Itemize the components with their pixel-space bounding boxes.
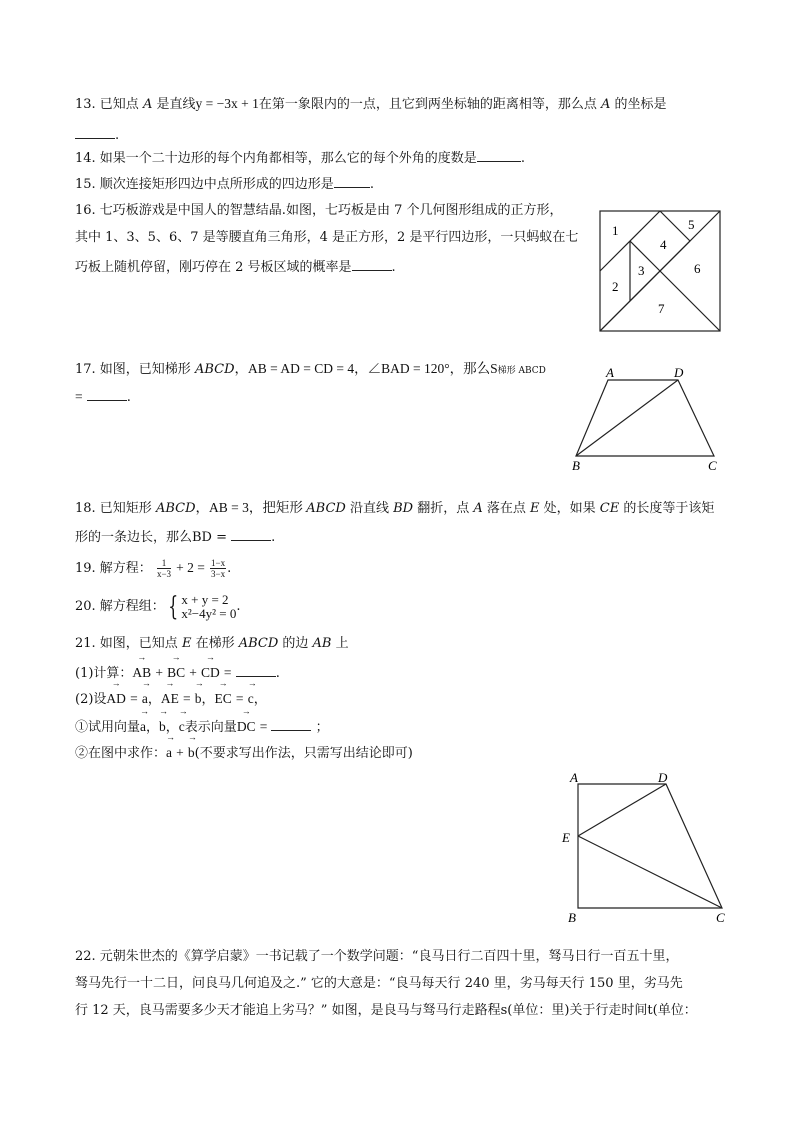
question-21-part1: (1)计算：→ AB + → BC + → CD = . bbox=[75, 662, 280, 684]
fraction-right: $\frac{1-x}{3-x}$ bbox=[211, 558, 226, 579]
trapezoid-figure-21 bbox=[558, 770, 734, 926]
question-16-line1: 16. 七巧板游戏是中国人的智慧结晶.如图，七巧板是由 7 个几何图形组成的正方形， bbox=[75, 203, 563, 218]
question-13: 13. 已知点 A 是直线y = −3x + 1在第一象限内的一点，且它到两坐标轴的距离相等，那么点 A 的坐标是 bbox=[75, 96, 667, 112]
tangram-label-2: 2 bbox=[612, 279, 619, 294]
question-19: 19. 解方程： $\frac{1}{x-3}$ + 2 = $\frac{1-x}{3-x}$ . bbox=[75, 558, 232, 579]
question-21: 21. 如图，已知点 E 在梯形 ABCD 的边 AB 上 bbox=[75, 636, 349, 651]
question-20: 20. 解方程组： { x + y = 2 x²−4y² = 0 . bbox=[75, 591, 241, 622]
trapezoid-figure-17 bbox=[568, 366, 728, 476]
label-C: C bbox=[708, 458, 717, 473]
question-15: 15. 顺次连接矩形四边中点所形成的四边形是 . bbox=[75, 173, 374, 195]
label-B: B bbox=[572, 458, 580, 473]
label-A: A bbox=[570, 770, 578, 785]
label-B: B bbox=[568, 910, 576, 925]
answer-blank-17[interactable] bbox=[87, 386, 127, 401]
tangram-label-5: 5 bbox=[688, 217, 695, 232]
answer-blank-21-1[interactable] bbox=[236, 662, 276, 677]
answer-blank-21-2[interactable] bbox=[271, 716, 311, 731]
label-D: D bbox=[674, 366, 684, 380]
question-22-line2: 驽马先行一十二日，问良马几何追及之.” 它的大意是：“良马每天行 240 里，劣马每天行 150 里，劣马先 bbox=[75, 976, 683, 991]
question-21-sub1: ①试用向量→ a，→ b，→ c表示向量→ DC = ； bbox=[75, 716, 329, 738]
answer-blank-13[interactable]: . bbox=[75, 124, 119, 146]
question-21-part2: (2)设→ AD = → a，→ AE = → b，→ EC = → c， bbox=[75, 689, 267, 710]
line-equation: y = −3x + 1 bbox=[195, 96, 259, 111]
label-D: D bbox=[658, 770, 668, 785]
answer-blank-18[interactable] bbox=[231, 526, 271, 541]
label-C: C bbox=[716, 910, 725, 925]
answer-blank-14[interactable] bbox=[477, 147, 521, 162]
question-17: 17. 如图，已知梯形 ABCD，AB = AD = CD = 4，∠BAD = 120°，那么S梯形 ABCD bbox=[75, 361, 546, 377]
question-16-line3: 巧板上随机停留，刚巧停在 2 号板区域的概率是 . bbox=[75, 256, 396, 278]
equation-system: x + y = 2 x²−4y² = 0 bbox=[181, 591, 237, 621]
system-brace: { bbox=[168, 591, 179, 622]
question-14: 14. 如果一个二十边形的每个内角都相等，那么它的每个外角的度数是 . bbox=[75, 147, 525, 169]
tangram-label-4: 4 bbox=[660, 237, 667, 252]
question-18: 18. 已知矩形 ABCD，AB = 3，把矩形 ABCD 沿直线 BD 翻折，点 A 落在点 E 处，如果 CE 的长度等于该矩 bbox=[75, 500, 715, 516]
tangram-label-1: 1 bbox=[612, 223, 619, 238]
question-22-line3: 行 12 天，良马需要多少天才能追上劣马？” 如图，是良马与驽马行走路程s(单位：里)关于行走时间t(单位： bbox=[75, 1003, 697, 1018]
question-18-line2: 形的一条边长，那么BD = . bbox=[75, 526, 275, 548]
tangram-label-6: 6 bbox=[694, 261, 701, 276]
fraction-left: $\frac{1}{x-3}$ bbox=[156, 558, 172, 579]
tangram-figure bbox=[598, 209, 722, 333]
answer-blank-15[interactable] bbox=[334, 173, 370, 188]
label-E: E bbox=[562, 830, 570, 845]
answer-blank-16[interactable] bbox=[352, 256, 392, 271]
question-22-line1: 22. 元朝朱世杰的《算学启蒙》一书记载了一个数学问题：“良马日行二百四十里，驽马日行一百五十里， bbox=[75, 949, 679, 964]
tangram-label-3: 3 bbox=[638, 263, 645, 278]
question-21-sub2: ②在图中求作：→ a + → b(不要求写出作法，只需写出结论即可) bbox=[75, 743, 413, 764]
question-16-line2: 其中 1、3、5、6、7 是等腰直角三角形，4 是正方形，2 是平行四边形，一只蚂蚁在七 bbox=[75, 230, 579, 245]
question-17-answer: = . bbox=[75, 386, 131, 408]
label-A: A bbox=[606, 366, 614, 380]
tangram-label-7: 7 bbox=[658, 301, 665, 316]
